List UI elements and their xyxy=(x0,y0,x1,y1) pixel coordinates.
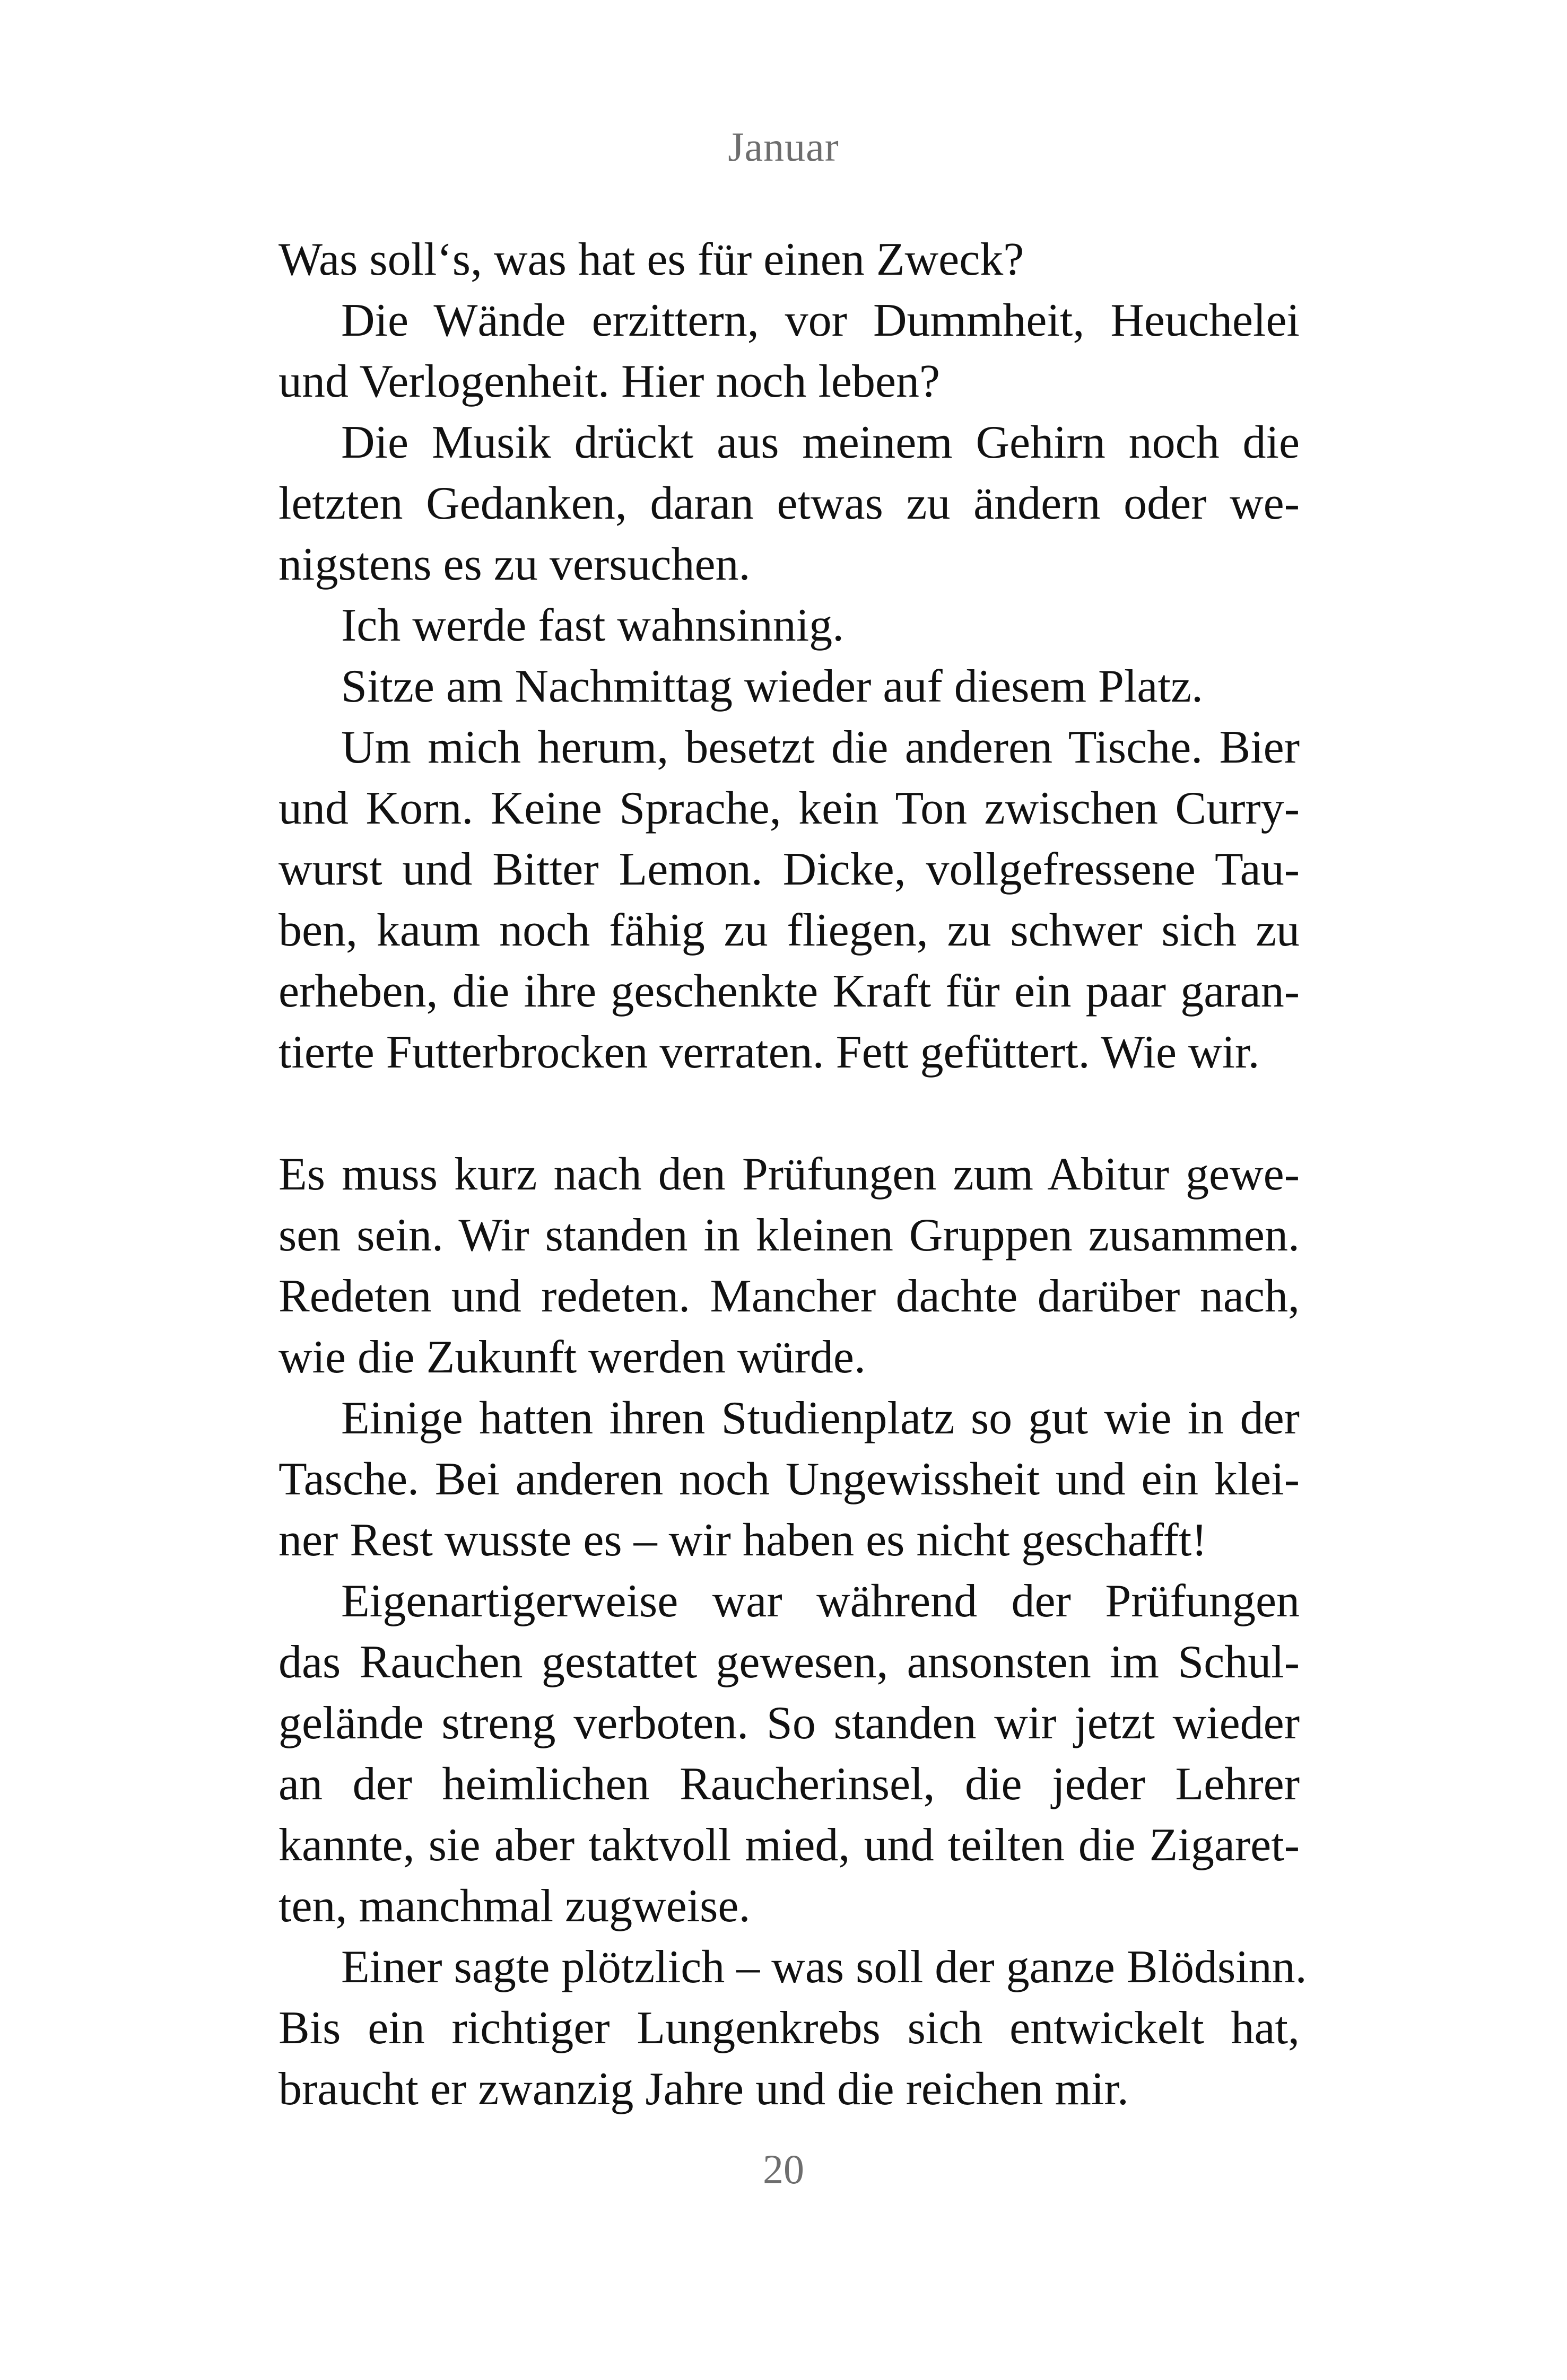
text-line: ben, kaum noch fähig zu fliegen, zu schwer sich zu xyxy=(278,905,1300,956)
text-line: Eigenartigerweise war während der Prüfungen xyxy=(341,1576,1300,1627)
text-line: Bis ein richtiger Lungenkrebs sich entwickelt hat, xyxy=(278,2002,1300,2054)
text-line: Einige hatten ihren Studienplatz so gut wie in der xyxy=(341,1393,1300,1444)
text-line: Ich werde fast wahnsinnig. xyxy=(341,600,845,651)
text-line: gelände streng verboten. So standen wir jetzt wieder xyxy=(278,1698,1300,1749)
text-line: sen sein. Wir standen in kleinen Gruppen zusammen. xyxy=(278,1210,1300,1261)
text-line: Es muss kurz nach den Prüfungen zum Abitur gewe- xyxy=(278,1149,1300,1200)
text-line: braucht er zwanzig Jahre und die reichen mir. xyxy=(278,2063,1129,2115)
text-line: und Verlogenheit. Hier noch leben? xyxy=(278,356,941,407)
text-line: an der heimlichen Raucherinsel, die jeder Lehrer xyxy=(278,1758,1300,1810)
text-line: Einer sagte plötzlich – was soll der ganze Blödsinn. xyxy=(341,1941,1307,1993)
text-line: kannte, sie aber taktvoll mied, und teilten die Zigaret- xyxy=(278,1819,1300,1871)
body-text xyxy=(278,229,1307,2120)
text-line: Was soll‘s, was hat es für einen Zweck? xyxy=(278,234,1024,285)
text-line: das Rauchen gestattet gewesen, ansonsten im Schul- xyxy=(278,1637,1300,1688)
text-line: tierte Futterbrocken verraten. Fett gefüttert. Wie wir. xyxy=(278,1027,1260,1078)
text-line: und Korn. Keine Sprache, kein Ton zwischen Curry- xyxy=(278,783,1300,834)
text-line: nigstens es zu versuchen. xyxy=(278,539,751,590)
text-line: ten, manchmal zugweise. xyxy=(278,1880,751,1932)
text-line: Redeten und redeten. Mancher dachte darüber nach, xyxy=(278,1271,1300,1322)
paragraph-gap xyxy=(278,1083,1300,1144)
text-line: wie die Zukunft werden würde. xyxy=(278,1332,866,1383)
text-line: wurst und Bitter Lemon. Dicke, vollgefressene Tau- xyxy=(278,844,1300,895)
text-line: Sitze am Nachmittag wieder auf diesem Platz. xyxy=(341,661,1203,712)
text-line: Die Musik drückt aus meinem Gehirn noch die xyxy=(341,417,1300,468)
text-line: letzten Gedanken, daran etwas zu ändern oder we- xyxy=(278,478,1300,529)
text-line: erheben, die ihre geschenkte Kraft für ein paar garan- xyxy=(278,966,1300,1017)
text-line: Die Wände erzittern, vor Dummheit, Heuchelei xyxy=(341,295,1300,346)
text-line: Tasche. Bei anderen noch Ungewissheit und ein klei- xyxy=(278,1454,1300,1505)
text-line: Um mich herum, besetzt die anderen Tische. Bier xyxy=(341,722,1300,773)
running-head: Januar xyxy=(728,124,839,170)
page-number: 20 xyxy=(763,2146,804,2192)
text-line: ner Rest wusste es – wir haben es nicht geschafft! xyxy=(278,1515,1207,1566)
